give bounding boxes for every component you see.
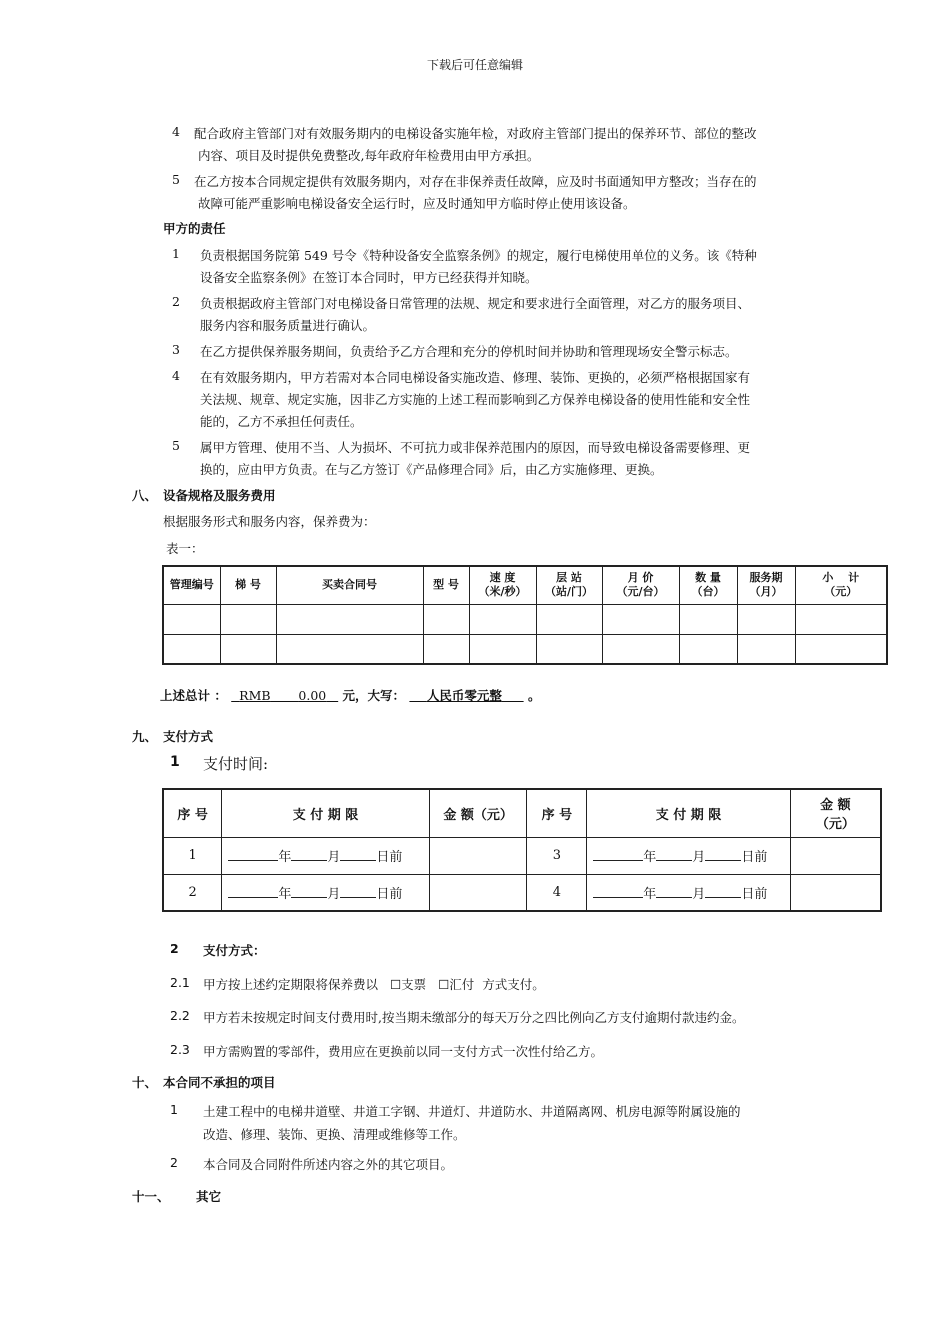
table-row [163, 604, 887, 634]
header-text: （台） [691, 585, 725, 599]
header-cell [423, 566, 469, 604]
item-number: 4 [172, 368, 180, 383]
amount-cell[interactable] [790, 837, 881, 874]
section-title: 支付方式 [163, 729, 214, 744]
item-text: 甲方若未按规定时间支付费用时,按当期未缴部分的每天万分之四比例向乙方支付逾期付款违约金。 [203, 1010, 745, 1025]
table-cell[interactable] [423, 634, 469, 664]
year-blank[interactable] [228, 885, 278, 898]
header-text: 管理编号 [169, 578, 214, 592]
header-text: 型 号 [433, 578, 459, 592]
year-blank[interactable] [228, 848, 278, 861]
subsection-number: 2 [170, 941, 179, 956]
item-number: 5 [172, 172, 180, 187]
amount-cell[interactable] [790, 874, 881, 911]
header-cell: 金 额（元） [429, 789, 527, 837]
table-cell[interactable] [163, 604, 220, 634]
date-field[interactable] [587, 837, 790, 874]
item-text-line: 设备安全监察条例》在签订本合同时，甲方已经获得并知晓。 [200, 270, 538, 285]
header-cell [679, 566, 737, 604]
table-cell[interactable] [795, 604, 887, 634]
table-header-row [163, 789, 881, 837]
total-currency: RMB [239, 688, 271, 703]
item-text-line: 土建工程中的电梯井道壁、井道工字钢、井道灯、井道防水、井道隔离网、机房电源等附属设施的 [203, 1104, 741, 1119]
header-text: 数 量 [695, 571, 721, 585]
total-words-text: 人民币零元整 [426, 688, 502, 703]
total-words [409, 688, 523, 703]
subsection-number: 1 [170, 754, 180, 770]
table-row [163, 634, 887, 664]
table-cell[interactable] [276, 604, 423, 634]
section-number: 十、 [132, 1075, 158, 1090]
amount-cell[interactable] [429, 874, 527, 911]
section-intro: 根据服务形式和服务内容，保养费为： [163, 514, 376, 529]
month-label: 月 [327, 850, 341, 865]
item-number: 2 [170, 1155, 178, 1170]
month-blank[interactable] [291, 848, 327, 861]
party-a-title: 甲方的责任 [163, 221, 226, 236]
amount-cell[interactable] [429, 837, 527, 874]
table-header-row [163, 566, 887, 604]
header-text: 梯 号 [235, 578, 261, 592]
header-text: 买卖合同号 [322, 578, 377, 592]
total-label: 上述总计 ： [160, 688, 227, 703]
list-item-s7-5 [172, 172, 180, 187]
total-line [160, 686, 540, 704]
day-blank[interactable] [705, 848, 741, 861]
year-label: 年 [278, 886, 292, 902]
item-text-line: 负责根据国务院第 549 号令《特种设备安全监察条例》的规定，履行电梯使用单位的义务。该《特种 [200, 248, 757, 263]
section-number: 十一、 [132, 1189, 170, 1204]
date-field[interactable] [222, 837, 429, 874]
row-seq: 3 [527, 837, 587, 874]
date-field[interactable] [587, 874, 790, 911]
section-title: 本合同不承担的项目 [163, 1075, 276, 1090]
header-cell [469, 566, 536, 604]
list-item-s7-4 [172, 124, 180, 139]
date-field[interactable] [222, 874, 429, 911]
item-number: 2 [172, 294, 180, 309]
year-label: 年 [278, 850, 292, 865]
item-text-line: 在乙方提供保养服务期间，负责给予乙方合理和充分的停机时间并协助和管理现场安全警示标志。 [200, 344, 738, 359]
item-text-line: 负责根据政府主管部门对电梯设备日常管理的法规、规定和要求进行全面管理，对乙方的服务项目、 [200, 296, 751, 311]
header-text: 层 站 [556, 571, 582, 585]
table-cell[interactable] [536, 604, 602, 634]
day-blank[interactable] [340, 848, 376, 861]
table-cell[interactable] [679, 604, 737, 634]
header-cell [790, 789, 881, 837]
item-number: 3 [172, 342, 180, 357]
fee-table [162, 565, 888, 665]
item-text-line: 关法规、规章、规定实施，因非乙方实施的上述工程而影响到乙方保养电梯设备的使用性能和安全性 [200, 392, 751, 407]
header-text: 速 度 [489, 571, 516, 585]
table-cell[interactable] [220, 604, 276, 634]
header-text: 月 价 [627, 571, 654, 585]
header-cell [536, 566, 602, 604]
header-cell: 序 号 [163, 789, 222, 837]
year-blank[interactable] [593, 848, 643, 861]
total-end: 。 [527, 688, 541, 703]
item-text-line: 故障可能严重影响电梯设备安全运行时，应及时通知甲方临时停止使用该设备。 [198, 196, 636, 211]
header-cell [163, 566, 220, 604]
item-text: 甲方需购置的零部件，费用应在更换前以同一支付方式一次性付给乙方。 [203, 1044, 604, 1059]
table-cell[interactable] [602, 604, 679, 634]
section-title: 设备规格及服务费用 [163, 488, 276, 503]
table-cell[interactable] [423, 604, 469, 634]
table-cell[interactable] [602, 634, 679, 664]
row-seq: 1 [163, 837, 222, 874]
section-title: 其它 [196, 1189, 222, 1204]
day-blank[interactable] [705, 885, 741, 898]
month-label: 月 [692, 850, 706, 865]
month-blank[interactable] [656, 885, 692, 898]
section-number: 九、 [132, 729, 158, 744]
day-label: 日前 [376, 886, 403, 902]
table-cell[interactable] [163, 634, 220, 664]
item-number: 4 [172, 124, 180, 139]
item-text-line: 内容、项目及时提供免费整改,每年政府年检费用由甲方承担。 [198, 148, 540, 163]
table-cell[interactable] [737, 604, 795, 634]
header-text: （元/台） [616, 585, 665, 599]
table-cell[interactable] [679, 634, 737, 664]
item-text-line: 能的，乙方不承担任何责任。 [200, 414, 363, 429]
header-cell: 序 号 [527, 789, 587, 837]
header-text: （元） [824, 585, 858, 599]
day-label: 日前 [741, 850, 768, 865]
year-blank[interactable] [593, 885, 643, 898]
header-cell: 支 付 期 限 [587, 789, 790, 837]
month-blank[interactable] [656, 848, 692, 861]
page-header: 下载后可任意编辑 [426, 58, 523, 72]
header-text: （站/门） [544, 585, 594, 599]
table-cell[interactable] [536, 634, 602, 664]
item-text: 方式支付。 [482, 977, 545, 992]
item-text-line: 换的，应由甲方负责。在与乙方签订《产品修理合同》后，由乙方实施修理、更换。 [200, 462, 663, 477]
item-number: 1 [172, 246, 180, 261]
table-cell[interactable] [469, 634, 536, 664]
table-label: 表一： [166, 541, 204, 556]
item-number: 2.1 [170, 975, 190, 990]
month-label: 月 [692, 886, 706, 902]
header-text: 金 额 [820, 798, 851, 814]
item-number: 5 [172, 438, 180, 453]
table-cell[interactable] [276, 634, 423, 664]
item-number: 2.2 [170, 1008, 190, 1023]
table-cell[interactable] [795, 634, 887, 664]
table-row [163, 874, 881, 911]
header-cell [602, 566, 679, 604]
header-cell [276, 566, 423, 604]
subsection-title: 支付方式： [203, 943, 266, 958]
item-text-line: 属甲方管理、使用不当、人为损坏、不可抗力或非保养范围内的原因，而导致电梯设备需要修理、更 [200, 440, 751, 455]
header-text: （米/秒） [478, 585, 527, 599]
table-cell[interactable] [220, 634, 276, 664]
item-text-line: 配合政府主管部门对有效服务期内的电梯设备实施年检，对政府主管部门提出的保养环节、部位的整改 [194, 126, 757, 141]
item-number: 1 [170, 1102, 178, 1117]
item-text: 甲方按上述约定期限将保养费以 [203, 977, 379, 992]
total-amount [231, 688, 338, 703]
header-text: （元） [815, 817, 855, 833]
year-label: 年 [643, 850, 657, 865]
header-cell: 支 付 期 限 [222, 789, 429, 837]
payment-method-line [203, 975, 545, 993]
table-row [163, 837, 881, 874]
checkbox-cheque[interactable]: ☐支票 [389, 977, 427, 992]
item-number: 2.3 [170, 1042, 190, 1057]
day-label: 日前 [376, 850, 403, 865]
total-value: 0.00 [298, 688, 327, 703]
year-label: 年 [643, 886, 657, 902]
header-text: 服务期 [749, 571, 783, 585]
subsection-title: 支付时间: [203, 755, 269, 773]
item-text-line: 在有效服务期内，甲方若需对本合同电梯设备实施改造、修理、装饰、更换的，必须严格根据国家有 [200, 370, 751, 385]
header-cell [737, 566, 795, 604]
day-label: 日前 [741, 886, 768, 902]
table-cell[interactable] [737, 634, 795, 664]
payment-schedule-table [162, 788, 882, 912]
item-text-line: 服务内容和服务质量进行确认。 [200, 318, 376, 333]
row-seq: 4 [527, 874, 587, 911]
table-cell[interactable] [469, 604, 536, 634]
item-text-line: 本合同及合同附件所述内容之外的其它项目。 [203, 1157, 454, 1172]
header-text: 小 计 [822, 571, 860, 585]
total-unit: 元，大写： [342, 688, 406, 703]
header-cell [220, 566, 276, 604]
item-text-line: 在乙方按本合同规定提供有效服务期内，对存在非保养责任故障，应及时书面通知甲方整改；当存在的 [194, 174, 757, 189]
month-label: 月 [327, 886, 341, 902]
checkbox-remittance[interactable]: ☐汇付 [438, 977, 475, 992]
row-seq: 2 [163, 874, 222, 911]
item-text-line: 改造、修理、装饰、更换、清理或维修等工作。 [203, 1127, 466, 1142]
header-text: （月） [749, 585, 783, 599]
day-blank[interactable] [340, 885, 376, 898]
month-blank[interactable] [291, 885, 327, 898]
header-cell [795, 566, 887, 604]
section-number: 八、 [132, 488, 158, 503]
